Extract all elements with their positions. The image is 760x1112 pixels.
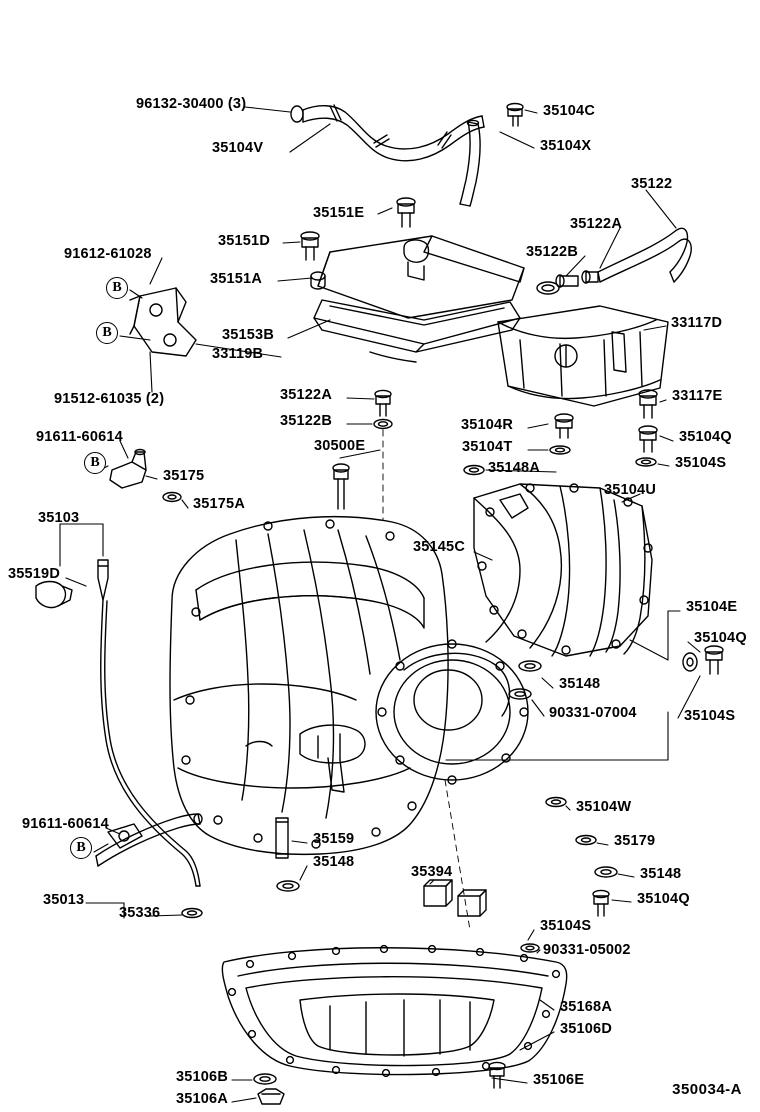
part-label-35104s-upper: 35104S <box>675 455 727 471</box>
part-label-35104w: 35104W <box>576 799 632 815</box>
part-label-35175: 35175 <box>163 468 205 484</box>
part-label-35104v: 35104V <box>212 140 264 156</box>
part-label-35104c: 35104C <box>543 103 595 119</box>
part-label-91611-60614-upper: 91611-60614 <box>36 429 123 445</box>
part-label-35122b-lower: 35122B <box>280 413 332 429</box>
part-label-35336: 35336 <box>119 905 161 921</box>
callout-b-2: B <box>96 322 118 344</box>
part-label-35394: 35394 <box>411 864 453 880</box>
part-label-35104q-mid: 35104Q <box>694 630 747 646</box>
part-label-90331-05002: 90331-05002 <box>543 942 631 958</box>
part-label-96132-30400: 96132-30400 (3) <box>136 96 247 112</box>
part-label-33119b: 33119B <box>212 346 264 362</box>
part-label-90331-07004: 90331-07004 <box>549 705 637 721</box>
part-label-35104x: 35104X <box>540 138 592 154</box>
part-label-35104u: 35104U <box>604 482 656 498</box>
part-label-35122b-upper: 35122B <box>526 244 578 260</box>
part-label-35013: 35013 <box>43 892 85 908</box>
part-label-35175a: 35175A <box>193 496 245 512</box>
part-label-35106d: 35106D <box>560 1021 612 1037</box>
part-label-35104s-mid: 35104S <box>684 708 736 724</box>
part-label-35145c: 35145C <box>413 539 465 555</box>
part-label-35148a: 35148A <box>488 460 540 476</box>
part-label-33117e: 33117E <box>672 388 723 404</box>
part-label-35104r: 35104R <box>461 417 513 433</box>
part-label-35106b: 35106B <box>176 1069 228 1085</box>
part-label-35122: 35122 <box>631 176 673 192</box>
part-label-35151d: 35151D <box>218 233 270 249</box>
part-label-35104t: 35104T <box>462 439 513 455</box>
part-label-35151a: 35151A <box>210 271 262 287</box>
part-label-35104e: 35104E <box>686 599 738 615</box>
part-label-30500e: 30500E <box>314 438 366 454</box>
part-label-33117d: 33117D <box>671 315 723 331</box>
callout-b-1: B <box>106 277 128 299</box>
callout-b-3: B <box>84 452 106 474</box>
part-label-35148-right: 35148 <box>640 866 682 882</box>
part-label-35168a: 35168A <box>560 999 612 1015</box>
part-label-91512-61035: 91512-61035 (2) <box>54 391 165 407</box>
part-label-35103: 35103 <box>38 510 80 526</box>
part-label-35519d: 35519D <box>8 566 60 582</box>
part-label-35106a: 35106A <box>176 1091 228 1107</box>
part-label-35148-left: 35148 <box>313 854 355 870</box>
part-label-35122a-upper: 35122A <box>570 216 622 232</box>
part-label-35179: 35179 <box>614 833 656 849</box>
part-label-35104s-lower: 35104S <box>540 918 592 934</box>
part-label-35159: 35159 <box>313 831 355 847</box>
sheet-code: 350034-A <box>672 1081 742 1098</box>
part-label-35104q-lower: 35104Q <box>637 891 690 907</box>
part-label-35148-mid: 35148 <box>559 676 601 692</box>
callout-b-4: B <box>70 837 92 859</box>
part-label-35151e: 35151E <box>313 205 365 221</box>
part-label-35104q-upper: 35104Q <box>679 429 732 445</box>
part-label-91611-60614-lower: 91611-60614 <box>22 816 109 832</box>
part-label-35106e: 35106E <box>533 1072 585 1088</box>
part-label-35122a-lower: 35122A <box>280 387 332 403</box>
part-label-91612-61028: 91612-61028 <box>64 246 152 262</box>
part-label-35153b: 35153B <box>222 327 274 343</box>
